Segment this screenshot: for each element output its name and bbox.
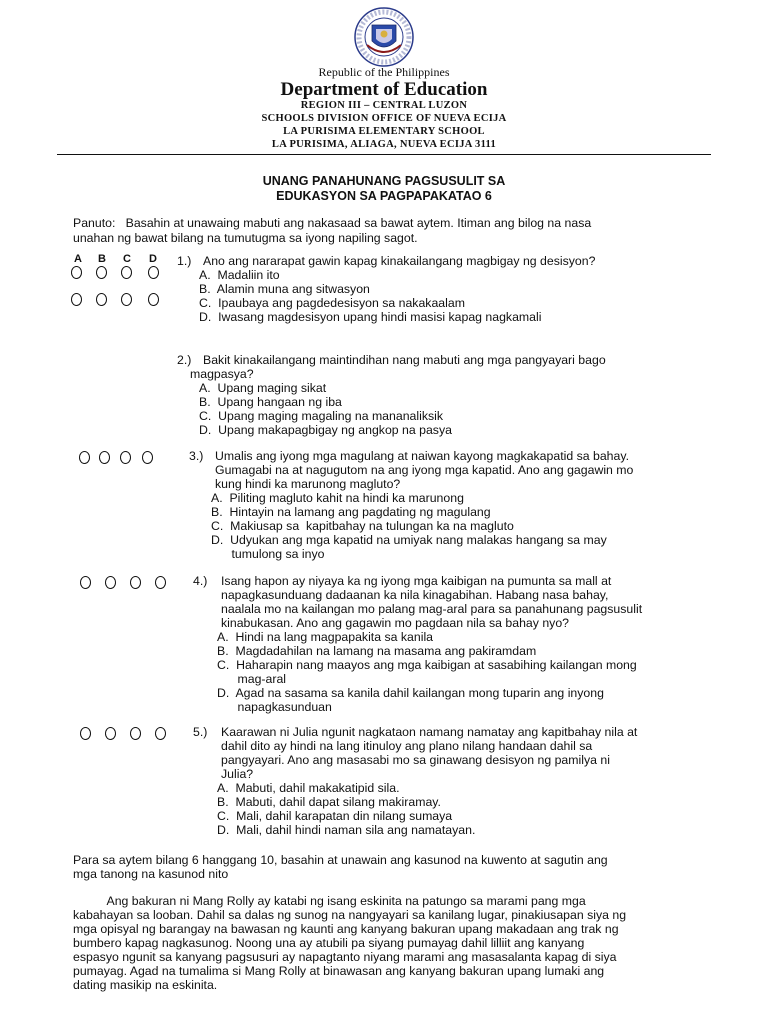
question-2-choice-d: D. Upang makapagbigay ng angkop na pasya	[199, 423, 452, 437]
question-4-choice-c-cont: mag-aral	[217, 672, 287, 686]
question-5-choice-d: D. Mali, dahil hindi naman sila ang namatayan.	[217, 823, 476, 837]
deped-seal	[343, 7, 425, 67]
bubble-q2-a[interactable]	[71, 293, 82, 306]
instruction-6-10-line-1: Para sa aytem bilang 6 hanggang 10, basahin at unawain ang kasunod na kuwento at sagutin ang	[73, 853, 608, 867]
story-line-6: pumayag. Agad na tumalima si Mang Rolly at binawasan ang kanyang bakuran upang lumaki ang	[73, 964, 605, 978]
story-line-2: kabahayan sa looban. Dahil sa dalas ng sunog na nangyayari sa kanilang lugar, pinakiusapan siya ng	[73, 908, 627, 922]
bubble-q4-b[interactable]	[105, 576, 116, 589]
letter-a: A	[74, 253, 82, 265]
story-line-4: bumbero kapag nagkasunog. Noong una ay atubili pa siyang pumayag dahil lilliit ang kanyang	[73, 936, 585, 950]
question-3-stem-line-2: Gumagabi na at nagugutom na ang iyong mga kapatid. Ano ang gagawin mo	[215, 463, 634, 477]
question-4-stem-line-1: Isang hapon ay niyaya ka ng iyong mga kaibigan na pumunta sa mall at	[221, 574, 612, 588]
story-line-5: espasyo ngunit sa kanyang pagsusuri ay napagtanto niyang marami ang masasalanta kapag di siya	[73, 950, 617, 964]
exam-subject: EDUKASYON SA PAGPAPAKATAO 6	[276, 189, 492, 203]
bubble-q2-b[interactable]	[96, 293, 107, 306]
bubble-q1-b[interactable]	[96, 266, 107, 279]
question-3-choice-d: D. Udyukan ang mga kapatid na umiyak nang malakas hangang sa may	[211, 533, 607, 547]
question-4-stem-line-3: naalala mo na kailangan mo palang mag-aral para sa panahunang pagsusulit	[221, 602, 643, 616]
story-line-3: mga opisyal ng barangay na bawasan ng kaunti ang kanyang bakuran upang makadaan ang trak ng	[73, 922, 619, 936]
question-1-choice-d: D. Iwasang magdesisyon upang hindi masisi kapag nagkamali	[199, 310, 542, 324]
question-3-choice-c: C. Makiusap sa kapitbahay na tulungan ka na magluto	[211, 519, 514, 533]
question-1-choice-a: A. Madaliin ito	[199, 268, 280, 282]
question-5-stem-line-1: Kaarawan ni Julia ngunit nagkataon namang namatay ang kapitbahay nila at	[221, 725, 638, 739]
header-school: LA PURISIMA ELEMENTARY SCHOOL	[283, 126, 485, 137]
bubble-q5-d[interactable]	[155, 727, 166, 740]
question-5-stem-line-2: dahil dito ay hindi na lang itinuloy ang plano nilang handaan dahil sa	[221, 739, 593, 753]
question-1-choice-c: C. Ipaubaya ang pagdedesisyon sa nakakaalam	[199, 296, 465, 310]
question-5-choice-a: A. Mabuti, dahil makakatipid sila.	[217, 781, 400, 795]
bubble-q1-c[interactable]	[121, 266, 132, 279]
bubble-q5-a[interactable]	[80, 727, 91, 740]
question-1-stem: Ano ang nararapat gawin kapag kinakailangang magbigay ng desisyon?	[203, 254, 596, 268]
bubble-q5-c[interactable]	[130, 727, 141, 740]
header-divider	[57, 154, 711, 155]
exam-title: UNANG PANAHUNANG PAGSUSULIT SA	[262, 174, 506, 188]
question-1-choice-b: B. Alamin muna ang sitwasyon	[199, 282, 370, 296]
question-3-stem-line-3: kung hindi ka marunong magluto?	[215, 477, 401, 491]
question-2-stem-line-2: magpasya?	[190, 367, 254, 381]
question-4-number: 4.)	[193, 574, 208, 588]
bubble-q3-b[interactable]	[99, 451, 110, 464]
letter-d: D	[149, 253, 157, 265]
story-line-7: dating masikip na eskinita.	[73, 978, 218, 992]
question-2-choice-b: B. Upang hangaan ng iba	[199, 395, 342, 409]
bubble-q4-c[interactable]	[130, 576, 141, 589]
bubble-q3-d[interactable]	[142, 451, 153, 464]
question-5-stem-line-4: Julia?	[221, 767, 254, 781]
question-2-number: 2.)	[177, 353, 192, 367]
bubble-q3-c[interactable]	[120, 451, 131, 464]
question-4-choice-b: B. Magdadahilan na lamang na masama ang pakiramdam	[217, 644, 537, 658]
bubble-q2-c[interactable]	[121, 293, 132, 306]
bubble-q5-b[interactable]	[105, 727, 116, 740]
question-3-choice-b: B. Hintayin na lamang ang pagdating ng magulang	[211, 505, 491, 519]
question-2-stem-line-1: Bakit kinakailangang maintindihan nang mabuti ang mga pangyayari bago	[203, 353, 606, 367]
question-4-stem-line-4: kinabukasan. Ano ang gagawin mo pagdaan nila sa bahay nyo?	[221, 616, 569, 630]
question-5-choice-c: C. Mali, dahil karapatan din nilang sumaya	[217, 809, 453, 823]
question-3-choice-a: A. Piliting magluto kahit na hindi ka marunong	[211, 491, 464, 505]
panuto-line-1: Panuto: Basahin at unawaing mabuti ang nakasaad sa bawat aytem. Itiman ang bilog na nasa	[73, 216, 592, 230]
question-3-number: 3.)	[189, 449, 204, 463]
header-region: REGION III – CENTRAL LUZON	[300, 100, 468, 111]
republic-label: Republic of the Philippines	[318, 65, 450, 79]
bubble-q1-a[interactable]	[71, 266, 82, 279]
question-5-stem-line-3: pangyayari. Ano ang masasabi mo sa ginawang desisyon ng pamilya ni	[221, 753, 610, 767]
bubble-q4-a[interactable]	[80, 576, 91, 589]
question-1-number: 1.)	[177, 254, 192, 268]
story-line-1: Ang bakuran ni Mang Rolly ay katabi ng isang eskinita na patungo sa marami pang mga	[73, 894, 586, 908]
header-address: LA PURISIMA, ALIAGA, NUEVA ECIJA 3111	[271, 139, 497, 150]
letter-c: C	[123, 253, 131, 265]
question-5-choice-b: B. Mabuti, dahil dapat silang makiramay.	[217, 795, 441, 809]
bubble-q1-d[interactable]	[148, 266, 159, 279]
department-title: Department of Education	[280, 79, 488, 100]
instruction-6-10-line-2: mga tanong na kasunod nito	[73, 867, 229, 881]
bubble-q3-a[interactable]	[79, 451, 90, 464]
question-4-stem-line-2: napagkasunduang dadaanan ka nila kinagabihan. Habang nasa bahay,	[221, 588, 609, 602]
bubble-q4-d[interactable]	[155, 576, 166, 589]
question-4-choice-d: D. Agad na sasama sa kanila dahil kailangan mong tuparin ang inyong	[217, 686, 604, 700]
panuto-line-2: unahan ng bawat bilang na tumutugma sa iyong napiling sagot.	[73, 231, 418, 245]
question-2-choice-c: C. Upang maging magaling na mananaliksik	[199, 409, 444, 423]
question-4-choice-d-cont: napagkasunduan	[217, 700, 332, 714]
letter-b: B	[98, 253, 106, 265]
question-3-choice-d-cont: tumulong sa inyo	[211, 547, 325, 561]
question-5-number: 5.)	[193, 725, 208, 739]
bubble-q2-d[interactable]	[148, 293, 159, 306]
header-division: SCHOOLS DIVISION OFFICE OF NUEVA ECIJA	[261, 113, 507, 124]
question-2-choice-a: A. Upang maging sikat	[199, 381, 327, 395]
question-4-choice-a: A. Hindi na lang magpapakita sa kanila	[217, 630, 434, 644]
question-4-choice-c: C. Haharapin nang maayos ang mga kaibigan at sasabihing kailangan mong	[217, 658, 637, 672]
question-3-stem-line-1: Umalis ang iyong mga magulang at naiwan kayong magkakapatid sa bahay.	[215, 449, 630, 463]
